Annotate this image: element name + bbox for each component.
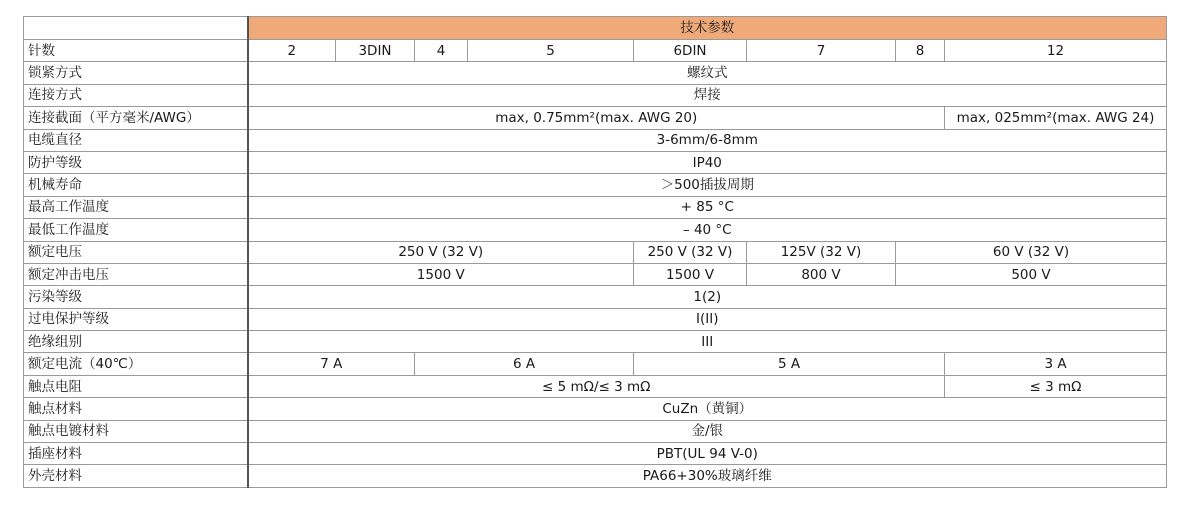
row-value: 60 V (32 V) (896, 241, 1167, 263)
row-label: 触点电镀材料 (24, 420, 248, 442)
row-label: 最低工作温度 (24, 219, 248, 241)
row-value: ≤ 5 mΩ/≤ 3 mΩ (248, 375, 945, 397)
row-value: 金/银 (248, 420, 1167, 442)
table-row-overvoltage (24, 308, 1167, 330)
row-value: 6 A (415, 353, 634, 375)
row-value: max, 0.75mm²(max. AWG 20) (248, 107, 945, 129)
row-value: 1500 V (248, 263, 634, 285)
spec-table (23, 16, 1167, 488)
table-row-contact-resistance (24, 375, 1167, 397)
table-row-cable-diameter (24, 129, 1167, 151)
row-label: 额定电流（40℃） (24, 353, 248, 375)
row-label: 连接截面（平方毫米/AWG） (24, 107, 248, 129)
row-value: 250 V (32 V) (634, 241, 747, 263)
pin-count-cell: 2 (248, 40, 336, 62)
row-value: 螺纹式 (248, 62, 1167, 84)
row-value: 焊接 (248, 84, 1167, 106)
pin-count-cell: 7 (747, 40, 896, 62)
table-row-pins (24, 40, 1167, 62)
table-row-rated-voltage (24, 241, 1167, 263)
table-row-contact-material (24, 398, 1167, 420)
table-row-insulation-group (24, 331, 1167, 353)
row-label: 插座材料 (24, 443, 248, 465)
row-label: 电缆直径 (24, 129, 248, 151)
table-row-plating-material (24, 420, 1167, 442)
table-row-socket-material (24, 443, 1167, 465)
row-label: 触点电阻 (24, 375, 248, 397)
pin-count-cell: 12 (945, 40, 1167, 62)
row-value: 250 V (32 V) (248, 241, 634, 263)
row-value: 3-6mm/6-8mm (248, 129, 1167, 151)
row-value: IP40 (248, 151, 1167, 173)
row-label: 污染等级 (24, 286, 248, 308)
table-row-locking (24, 62, 1167, 84)
row-label: 额定电压 (24, 241, 248, 263)
row-value: 7 A (248, 353, 415, 375)
row-value: ＞500插拔周期 (248, 174, 1167, 196)
table-row-connection (24, 84, 1167, 106)
pin-count-cell: 5 (468, 40, 634, 62)
table-row-impulse-voltage (24, 263, 1167, 285)
row-value: 125V (32 V) (747, 241, 896, 263)
row-label: 机械寿命 (24, 174, 248, 196)
row-value: 1500 V (634, 263, 747, 285)
row-label: 防护等级 (24, 151, 248, 173)
table-row-max-temp (24, 196, 1167, 218)
row-value: 500 V (896, 263, 1167, 285)
header-empty-cell (24, 17, 248, 40)
table-title: 技术参数 (248, 17, 1167, 40)
row-value: III (248, 331, 1167, 353)
row-label: 外壳材料 (24, 465, 248, 487)
table-row-rated-current (24, 353, 1167, 375)
table-header-row (24, 17, 1167, 40)
row-label: 绝缘组别 (24, 331, 248, 353)
pin-count-cell: 6DIN (634, 40, 747, 62)
table-row-cross-section (24, 107, 1167, 129)
row-value: 800 V (747, 263, 896, 285)
table-row-housing-material (24, 465, 1167, 487)
table-row-protection (24, 151, 1167, 173)
row-label: 额定冲击电压 (24, 263, 248, 285)
row-value: + 85 °C (248, 196, 1167, 218)
row-value: ≤ 3 mΩ (945, 375, 1167, 397)
pin-count-cell: 3DIN (336, 40, 415, 62)
row-label: 锁紧方式 (24, 62, 248, 84)
pin-count-cell: 4 (415, 40, 468, 62)
row-value: PA66+30%玻璃纤维 (248, 465, 1167, 487)
table-row-pollution (24, 286, 1167, 308)
row-value: I(II) (248, 308, 1167, 330)
row-label: 最高工作温度 (24, 196, 248, 218)
row-label: 连接方式 (24, 84, 248, 106)
row-value: PBT(UL 94 V-0) (248, 443, 1167, 465)
table-row-min-temp (24, 219, 1167, 241)
row-value: – 40 °C (248, 219, 1167, 241)
row-label: 触点材料 (24, 398, 248, 420)
row-value: 1(2) (248, 286, 1167, 308)
row-value: 5 A (634, 353, 945, 375)
table-row-mech-life (24, 174, 1167, 196)
row-label: 针数 (24, 40, 248, 62)
pin-count-cell: 8 (896, 40, 945, 62)
row-value: 3 A (945, 353, 1167, 375)
row-label: 过电保护等级 (24, 308, 248, 330)
row-value: CuZn（黄铜） (248, 398, 1167, 420)
row-value: max, 025mm²(max. AWG 24) (945, 107, 1167, 129)
